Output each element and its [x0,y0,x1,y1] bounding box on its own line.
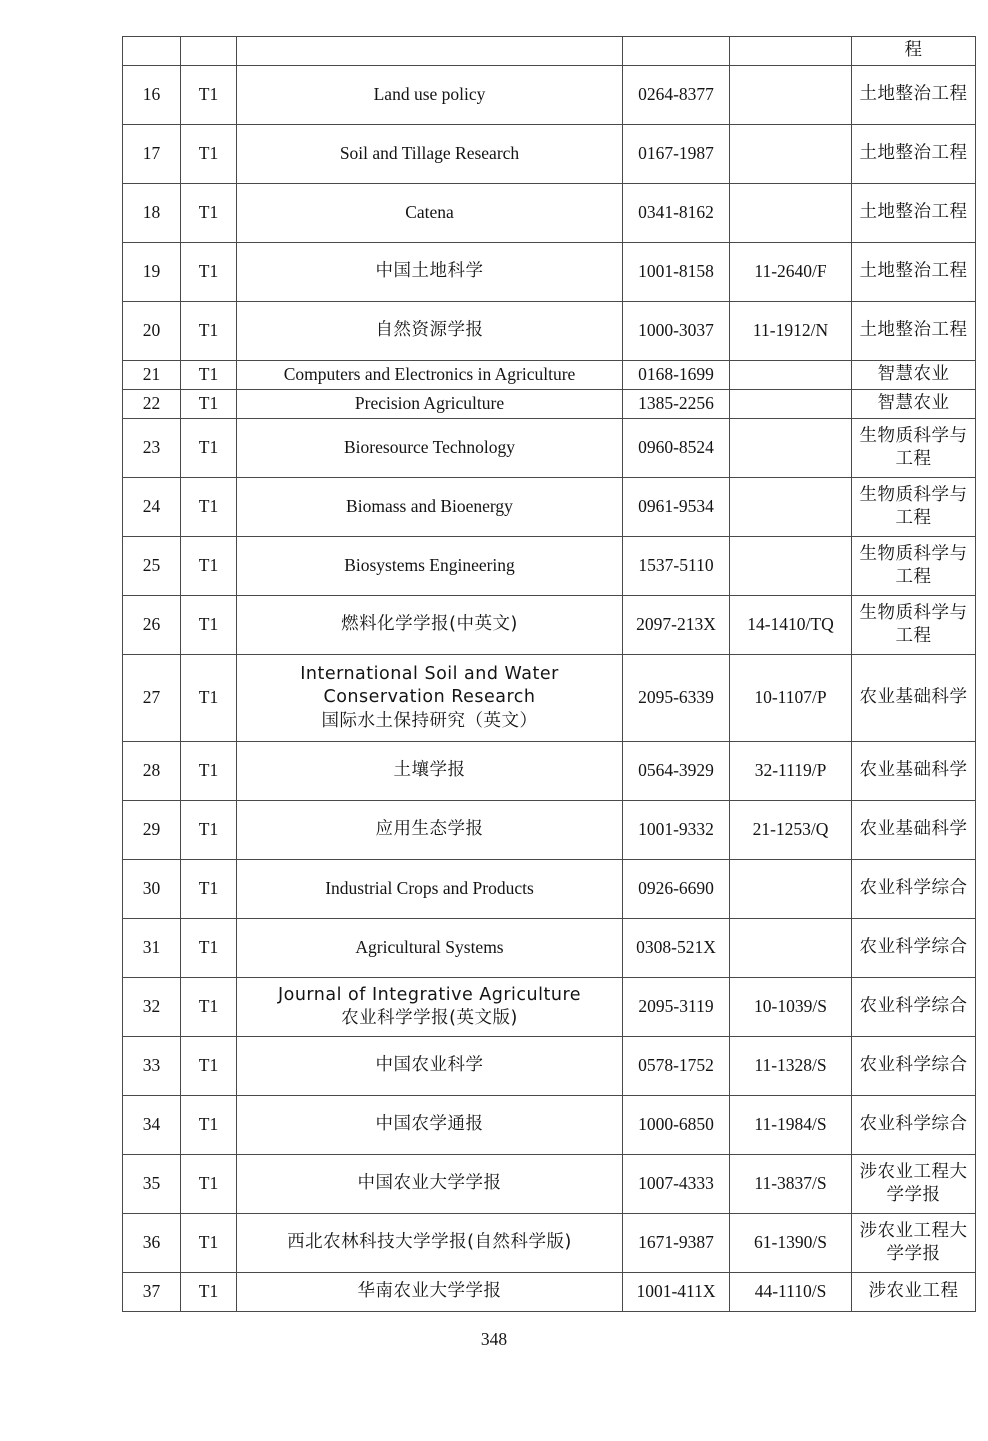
table-row [123,478,976,537]
table-row [123,655,976,742]
cell-cn: 11-2640/F [730,243,852,302]
cell-cn [730,66,852,125]
cell-tier: T1 [181,1037,237,1096]
cell-tier: T1 [181,742,237,801]
table-row [123,596,976,655]
table-row [123,1096,976,1155]
cell-index: 33 [123,1037,181,1096]
cell-category: 农业基础科学 [852,742,976,801]
cell-cn [730,860,852,919]
cell-issn: 1001-9332 [623,801,730,860]
cell-journal-name: Computers and Electronics in Agriculture [237,361,623,390]
cell-cn [730,361,852,390]
cell-tier: T1 [181,655,237,742]
cell-issn: 2095-3119 [623,978,730,1037]
table-row [123,125,976,184]
cell-category: 农业科学综合 [852,1096,976,1155]
cell-cn: 21-1253/Q [730,801,852,860]
cell-issn: 1000-6850 [623,1096,730,1155]
cell-tier: T1 [181,801,237,860]
table-row [123,37,976,66]
cell-tier: T1 [181,1214,237,1273]
cell-index: 37 [123,1273,181,1312]
cell-category: 涉农业工程大学学报 [852,1214,976,1273]
cell-cn [730,919,852,978]
cell-journal-name: 华南农业大学学报 [237,1273,623,1312]
cell-issn: 2095-6339 [623,655,730,742]
cell-index [123,37,181,66]
cell-journal-name [237,37,623,66]
cell-cn [730,478,852,537]
cell-issn [623,37,730,66]
cell-tier: T1 [181,1155,237,1214]
cell-index: 30 [123,860,181,919]
cell-category: 智慧农业 [852,361,976,390]
cell-category: 土地整治工程 [852,243,976,302]
cell-category: 智慧农业 [852,390,976,419]
table-row [123,1214,976,1273]
cell-category: 农业科学综合 [852,919,976,978]
cell-journal-name: 中国农学通报 [237,1096,623,1155]
cell-tier: T1 [181,478,237,537]
cell-cn: 61-1390/S [730,1214,852,1273]
cell-tier: T1 [181,361,237,390]
cell-journal-name: 西北农林科技大学学报(自然科学版) [237,1214,623,1273]
cell-cn: 11-1328/S [730,1037,852,1096]
cell-category: 农业科学综合 [852,978,976,1037]
cell-category: 土地整治工程 [852,184,976,243]
cell-index: 34 [123,1096,181,1155]
cell-tier: T1 [181,184,237,243]
cell-category: 土地整治工程 [852,66,976,125]
cell-category: 农业科学综合 [852,860,976,919]
table-row [123,419,976,478]
cell-category: 生物质科学与工程 [852,537,976,596]
cell-index: 25 [123,537,181,596]
cell-issn: 0308-521X [623,919,730,978]
cell-index: 20 [123,302,181,361]
page-number: 348 [480,1329,508,1349]
table-row [123,537,976,596]
cell-cn [730,537,852,596]
table-row [123,801,976,860]
cell-index: 29 [123,801,181,860]
cell-category: 土地整治工程 [852,302,976,361]
cell-issn: 1385-2256 [623,390,730,419]
table-row [123,860,976,919]
cell-index: 16 [123,66,181,125]
cell-issn: 0167-1987 [623,125,730,184]
cell-journal-name: Land use policy [237,66,623,125]
cell-issn: 1671-9387 [623,1214,730,1273]
cell-category: 涉农业工程 [852,1273,976,1312]
cell-journal-name: Biosystems Engineering [237,537,623,596]
cell-index: 26 [123,596,181,655]
cell-cn [730,419,852,478]
cell-category: 生物质科学与工程 [852,478,976,537]
cell-journal-name: 中国农业科学 [237,1037,623,1096]
table-row [123,978,976,1037]
cell-tier: T1 [181,978,237,1037]
cell-tier: T1 [181,1273,237,1312]
cell-issn: 1001-411X [623,1273,730,1312]
cell-cn: 14-1410/TQ [730,596,852,655]
cell-index: 31 [123,919,181,978]
cell-index: 18 [123,184,181,243]
cell-tier: T1 [181,1096,237,1155]
cell-issn: 0960-8524 [623,419,730,478]
cell-index: 35 [123,1155,181,1214]
cell-cn: 11-3837/S [730,1155,852,1214]
cell-cn: 10-1107/P [730,655,852,742]
cell-category: 生物质科学与工程 [852,596,976,655]
cell-issn: 0926-6690 [623,860,730,919]
cell-tier: T1 [181,302,237,361]
cell-tier: T1 [181,596,237,655]
cell-tier: T1 [181,66,237,125]
cell-category: 生物质科学与工程 [852,419,976,478]
cell-issn: 1001-8158 [623,243,730,302]
cell-cn: 32-1119/P [730,742,852,801]
cell-issn: 1007-4333 [623,1155,730,1214]
cell-issn: 2097-213X [623,596,730,655]
cell-journal-name: Bioresource Technology [237,419,623,478]
table-row [123,390,976,419]
cell-journal-name: Catena [237,184,623,243]
cell-journal-name: Precision Agriculture [237,390,623,419]
cell-index: 36 [123,1214,181,1273]
cell-journal-name: Journal of Integrative Agriculture 农业科学学报(英文版) [237,978,623,1037]
table-row [123,361,976,390]
cell-journal-name: 土壤学报 [237,742,623,801]
table-row [123,1037,976,1096]
cell-journal-name: 自然资源学报 [237,302,623,361]
cell-issn: 0168-1699 [623,361,730,390]
cell-index: 23 [123,419,181,478]
cell-issn: 0961-9534 [623,478,730,537]
cell-cn [730,125,852,184]
table-row [123,243,976,302]
cell-issn: 1000-3037 [623,302,730,361]
cell-category: 农业基础科学 [852,655,976,742]
cell-journal-name: 应用生态学报 [237,801,623,860]
cell-journal-name: 中国土地科学 [237,243,623,302]
cell-index: 22 [123,390,181,419]
cell-journal-name: 燃料化学学报(中英文) [237,596,623,655]
cell-cn [730,184,852,243]
cell-journal-name: Agricultural Systems [237,919,623,978]
cell-issn: 0341-8162 [623,184,730,243]
cell-tier [181,37,237,66]
cell-journal-name: Soil and Tillage Research [237,125,623,184]
table-row [123,1273,976,1312]
cell-index: 19 [123,243,181,302]
cell-issn: 0264-8377 [623,66,730,125]
cell-journal-name: Biomass and Bioenergy [237,478,623,537]
cell-tier: T1 [181,125,237,184]
table-row [123,919,976,978]
cell-category: 农业科学综合 [852,1037,976,1096]
cell-issn: 0578-1752 [623,1037,730,1096]
table-row [123,1155,976,1214]
cell-cn [730,390,852,419]
cell-category: 涉农业工程大学学报 [852,1155,976,1214]
cell-tier: T1 [181,860,237,919]
cell-tier: T1 [181,390,237,419]
cell-index: 28 [123,742,181,801]
cell-cn: 10-1039/S [730,978,852,1037]
table-row [123,184,976,243]
cell-issn: 0564-3929 [623,742,730,801]
cell-tier: T1 [181,243,237,302]
cell-category: 农业基础科学 [852,801,976,860]
table-body [123,37,976,1312]
journal-list-table [122,36,976,1312]
cell-issn: 1537-5110 [623,537,730,596]
cell-cn: 44-1110/S [730,1273,852,1312]
cell-index: 32 [123,978,181,1037]
cell-index: 24 [123,478,181,537]
cell-index: 17 [123,125,181,184]
cell-cn [730,37,852,66]
cell-cn: 11-1912/N [730,302,852,361]
cell-tier: T1 [181,419,237,478]
cell-journal-name: International Soil and Water Conservation Research 国际水土保持研究（英文） [237,655,623,742]
table-row [123,302,976,361]
cell-tier: T1 [181,919,237,978]
cell-journal-name: Industrial Crops and Products [237,860,623,919]
cell-journal-name: 中国农业大学学报 [237,1155,623,1214]
cell-category: 程 [852,37,976,66]
table-row [123,66,976,125]
cell-tier: T1 [181,537,237,596]
cell-index: 21 [123,361,181,390]
table-row [123,742,976,801]
cell-cn: 11-1984/S [730,1096,852,1155]
cell-index: 27 [123,655,181,742]
cell-category: 土地整治工程 [852,125,976,184]
